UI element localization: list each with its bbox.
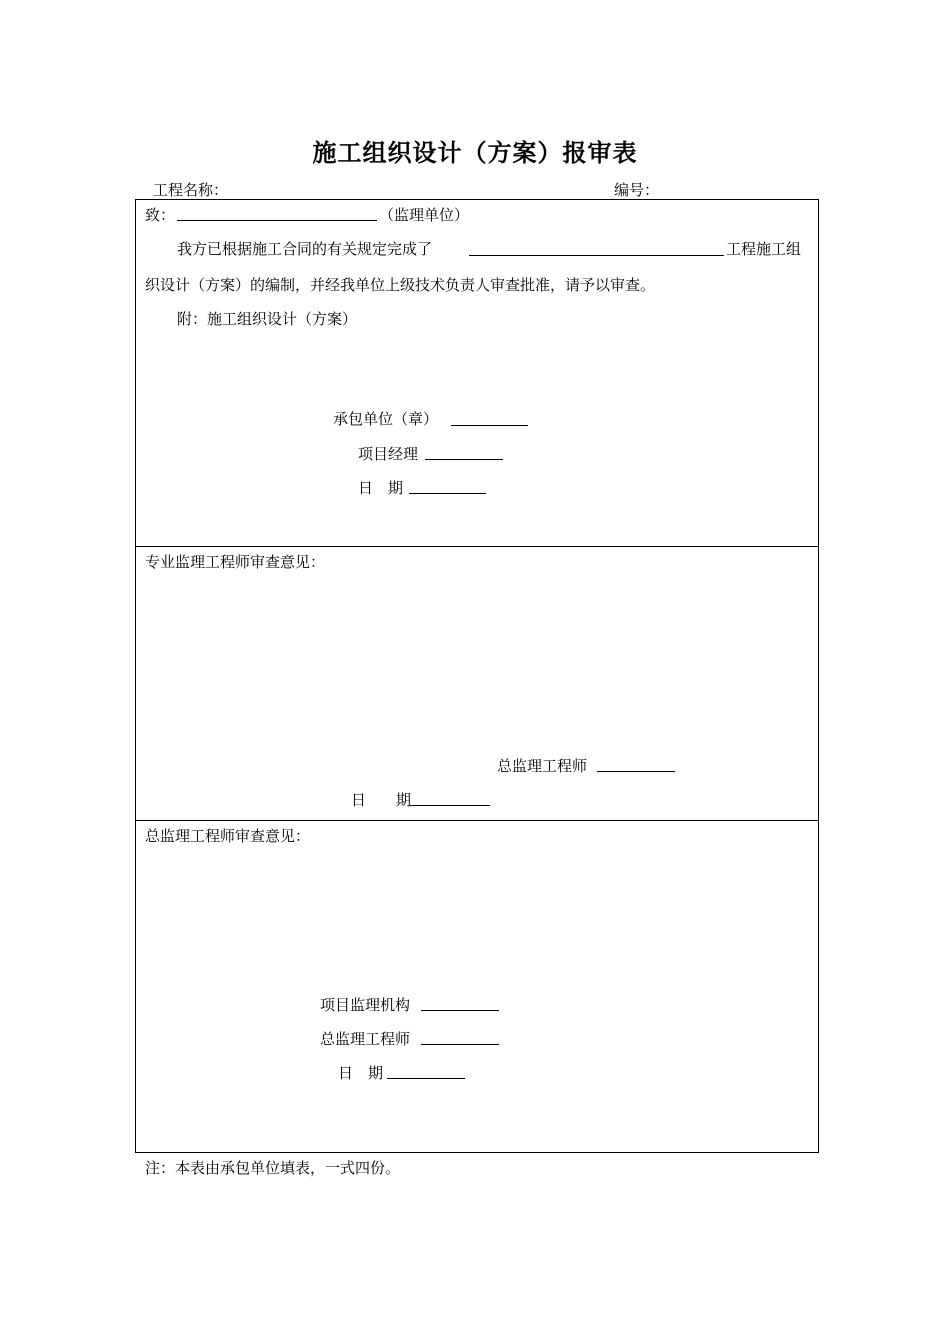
to-label: 致：: [145, 206, 176, 224]
number-label: 编号：: [614, 181, 660, 199]
chief-opinion-heading: 总监理工程师审查意见：: [145, 827, 311, 845]
chief-engineer-label-3: 总监理工程师: [320, 1030, 411, 1048]
page-title: 施工组织设计（方案）报审表: [312, 138, 638, 167]
section-divider-2: [136, 820, 818, 821]
project-name-label: 工程名称：: [153, 181, 229, 199]
attachment-text: 附：施工组织设计（方案）: [177, 310, 358, 328]
chief-engineer-field-2[interactable]: [597, 771, 675, 772]
manager-field[interactable]: [425, 459, 503, 460]
body-text-part1: 我方已根据施工合同的有关规定完成了: [177, 240, 433, 258]
section-divider-1: [136, 546, 818, 547]
body-text-part2: 工程施工组: [726, 240, 802, 258]
chief-engineer-label-2: 总监理工程师: [497, 757, 588, 775]
footnote: 注：本表由承包单位填表，一式四份。: [145, 1159, 401, 1177]
date-label-1: 日 期: [358, 479, 404, 497]
manager-label: 项目经理: [358, 445, 419, 463]
date-field-2[interactable]: [410, 805, 490, 806]
body-text-line2: 织设计（方案）的编制，并经我单位上级技术负责人审查批准，请予以审查。: [145, 276, 656, 294]
supervision-org-field[interactable]: [421, 1010, 499, 1011]
specialist-opinion-heading: 专业监理工程师审查意见：: [145, 553, 326, 571]
date-label-2: 日 期: [351, 791, 412, 809]
contractor-field[interactable]: [451, 425, 528, 426]
chief-engineer-field-3[interactable]: [421, 1044, 499, 1045]
date-field-3[interactable]: [387, 1078, 465, 1079]
contractor-label: 承包单位（章）: [333, 410, 439, 428]
date-field-1[interactable]: [409, 493, 486, 494]
supervision-unit-suffix: （监理单位）: [379, 206, 470, 224]
supervision-org-label: 项目监理机构: [320, 996, 411, 1014]
project-field[interactable]: [469, 255, 724, 256]
supervision-unit-field[interactable]: [177, 220, 377, 221]
date-label-3: 日 期: [338, 1064, 384, 1082]
